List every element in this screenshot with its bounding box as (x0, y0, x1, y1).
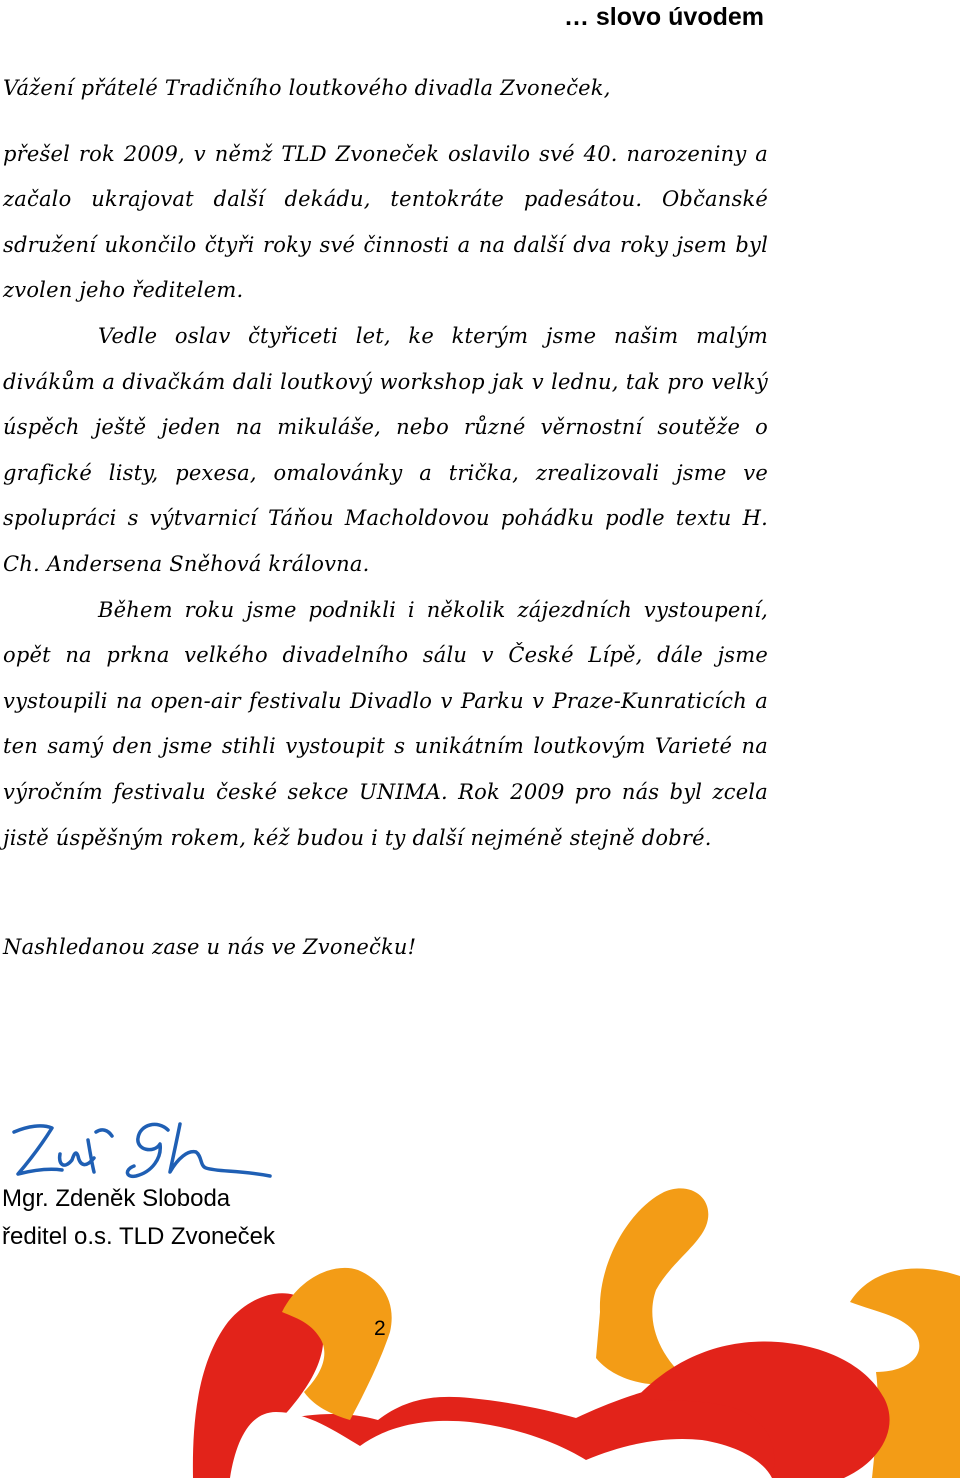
page-number: 2 (374, 1317, 386, 1340)
letter-salutation: Vážení přátelé Tradičního loutkového divadla Zvoneček, (3, 76, 611, 100)
letter-paragraph-3: Během roku jsme podnikli i několik zájezdních vystoupení, opět na prkna velkého divadelního sálu v České Lípě, dále jsme vystoupili na open-air festivalu Divadlo v Parku v Praze-Kunraticích a ten samý den jsme stihli vystoupit s unikátním loutkovým Varieté na výročním festivalu české sekce UNIMA. Rok 2009 pro nás byl zcela jistě úspěšným rokem, kéž budou i ty další nejméně stejně dobré. (3, 597, 768, 850)
signer-role: ředitel o.s. TLD Zvoneček (2, 1223, 276, 1250)
signer-name: Mgr. Zdeněk Sloboda (2, 1185, 231, 1212)
letter-closing: Nashledanou zase u nás ve Zvonečku! (3, 935, 417, 960)
letter-paragraph-1: přešel rok 2009, v němž TLD Zvoneček oslavilo své 40. narozeniny a začalo ukrajovat další dekádu, tentokráte padesátou. Občanské sdružení ukončilo čtyři roky své činnosti a na další dva roky jsem byl zvolen jeho ředitelem. (3, 141, 768, 303)
page-heading: … slovo úvodem (563, 3, 764, 31)
letter-paragraph-2: Vedle oslav čtyřiceti let, ke kterým jsme našim malým divákům a divačkám dali loutkový workshop jak v lednu, tak pro velký úspěch ještě jeden na mikuláše, nebo různé věrnostní soutěže o grafické listy, pexesa, omalovánky a trička, zrealizovali jsme ve spolupráci s výtvarnicí Táňou Macholdovou pohádku podle textu H. Ch. Andersena Sněhová královna. (3, 323, 768, 576)
